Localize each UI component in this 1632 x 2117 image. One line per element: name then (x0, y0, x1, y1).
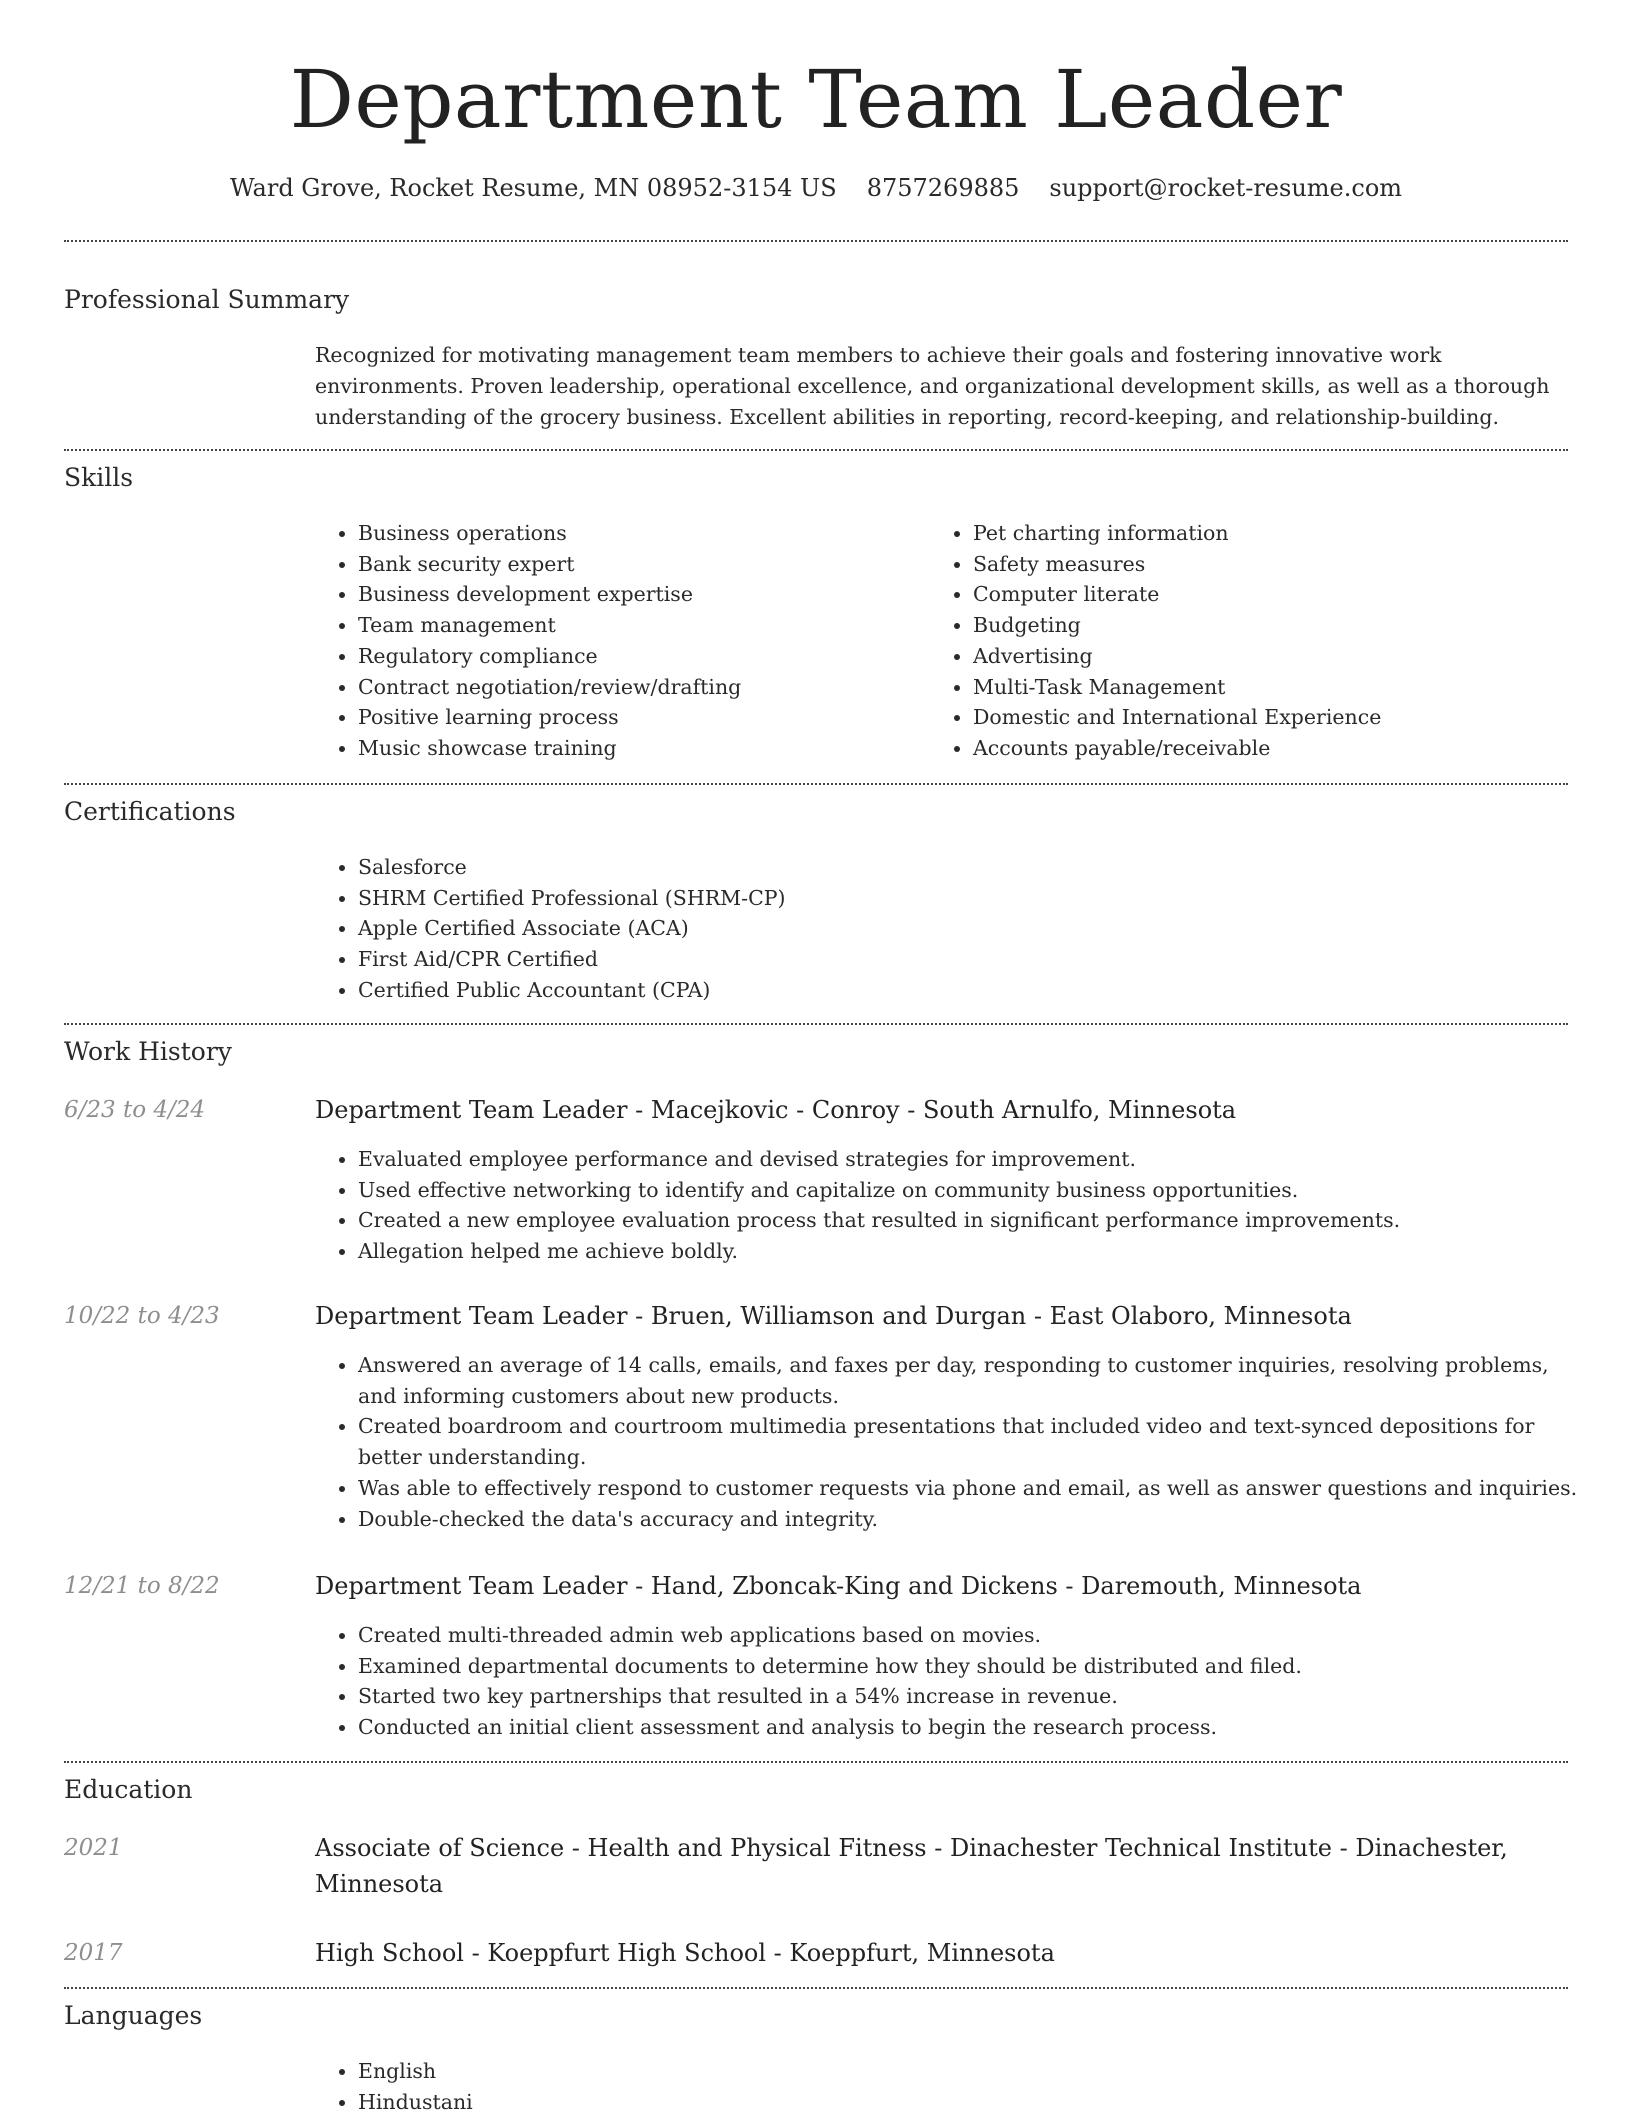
section-title-certifications: Certifications (64, 797, 236, 826)
section-divider (64, 449, 1568, 451)
job-bullets (314, 1350, 1588, 1534)
list-item: • Apple Certified Associate (ACA) (358, 913, 1558, 944)
job-dates: 10/22 to 4/23 (64, 1303, 220, 1329)
section-divider (64, 783, 1568, 785)
contact-email[interactable]: support@rocket-resume.com (1049, 174, 1403, 202)
list-item: • Certified Public Accountant (CPA) (358, 975, 1558, 1006)
skills-list-left (314, 518, 918, 764)
job-employer: - Hand, Zboncak-King and Dickens - Daremouth, Minnesota (627, 1572, 1362, 1600)
job-role: Department Team Leader (315, 1572, 628, 1600)
skills-list-right (929, 518, 1573, 764)
summary-text: Recognized for motivating management team members to achieve their goals and fostering innovative work environments. Proven leadership, operational excellence, and organizational development skills, as well as a thorough understanding of the grocery business. Excellent abilities in reporting, record-keeping, and relationship-building. (315, 343, 1550, 429)
list-item: • Conducted an initial client assessment and analysis to begin the research process. (358, 1712, 1588, 1743)
contact-phone: 8757269885 (866, 174, 1020, 202)
section-title-languages: Languages (64, 2001, 203, 2030)
list-item: • Computer literate (973, 579, 1573, 610)
job-role: Department Team Leader (315, 1302, 628, 1330)
list-item: • Salesforce (358, 852, 1558, 883)
list-item: • Started two key partnerships that resulted in a 54% increase in revenue. (358, 1681, 1588, 1712)
list-item: • Team management (358, 610, 918, 641)
job-employer: - Macejkovic - Conroy - South Arnulfo, Minnesota (627, 1096, 1237, 1124)
list-item: • First Aid/CPR Certified (358, 944, 1558, 975)
job-title-line (315, 1568, 1565, 1604)
education-school: - Koeppfurt High School - Koeppfurt, Minnesota (463, 1939, 1055, 1967)
job-bullets (314, 1620, 1588, 1743)
education-school: - Dinachester Technical Institute - Dinachester, Minnesota (315, 1834, 1508, 1898)
section-title-summary: Professional Summary (64, 285, 350, 314)
list-item: • SHRM Certified Professional (SHRM-CP) (358, 883, 1558, 914)
section-divider (64, 1987, 1568, 1989)
list-item: • Accounts payable/receivable (973, 733, 1573, 764)
list-item: • Was able to effectively respond to customer requests via phone and email, as well as answer questions and inquiries. (358, 1473, 1588, 1504)
list-item: • Created multi-threaded admin web applications based on movies. (358, 1620, 1588, 1651)
list-item: • Hindustani (358, 2087, 958, 2117)
list-item: • Answered an average of 14 calls, emails, and faxes per day, responding to customer inquiries, resolving problems, and informing customers about new products. (358, 1350, 1588, 1411)
list-item: • Domestic and International Experience (973, 702, 1573, 733)
job-employer: - Bruen, Williamson and Durgan - East Olaboro, Minnesota (627, 1302, 1352, 1330)
list-item: • Examined departmental documents to determine how they should be distributed and filed. (358, 1651, 1588, 1682)
list-item: • Music showcase training (358, 733, 918, 764)
list-item: • Created a new employee evaluation process that resulted in significant performance improvements. (358, 1205, 1588, 1236)
list-item: • Advertising (973, 641, 1573, 672)
list-item: • Bank security expert (358, 549, 918, 580)
list-item: • English (358, 2056, 958, 2087)
list-item: • Business development expertise (358, 579, 918, 610)
section-divider (64, 1761, 1568, 1763)
education-line (315, 1935, 1565, 1971)
section-title-work-history: Work History (64, 1037, 232, 1066)
job-title-line (315, 1092, 1565, 1128)
education-year: 2021 (64, 1835, 123, 1861)
job-dates: 6/23 to 4/24 (64, 1097, 206, 1123)
list-item: • Multi-Task Management (973, 672, 1573, 703)
languages-list (314, 2056, 958, 2117)
job-role: Department Team Leader (315, 1096, 628, 1124)
education-degree: High School (315, 1939, 464, 1967)
list-item: • Evaluated employee performance and devised strategies for improvement. (358, 1144, 1588, 1175)
list-item: • Positive learning process (358, 702, 918, 733)
education-year: 2017 (64, 1940, 123, 1966)
list-item: • Allegation helped me achieve boldly. (358, 1236, 1588, 1267)
contact-line (0, 172, 1632, 204)
candidate-name: Department Team Leader (289, 53, 1343, 146)
list-item: • Double-checked the data's accuracy and integrity. (358, 1504, 1588, 1535)
section-title-skills: Skills (64, 463, 134, 492)
list-item: • Used effective networking to identify and capitalize on community business opportunities. (358, 1175, 1588, 1206)
education-line (315, 1830, 1565, 1902)
education-degree: Associate of Science - Health and Physical Fitness (315, 1834, 927, 1862)
job-bullets (314, 1144, 1588, 1267)
certifications-list (314, 852, 1558, 1006)
section-divider (64, 240, 1568, 242)
section-divider (64, 1023, 1568, 1025)
job-dates: 12/21 to 8/22 (64, 1573, 220, 1599)
list-item: • Budgeting (973, 610, 1573, 641)
contact-address: Ward Grove, Rocket Resume, MN 08952-3154 US (229, 174, 837, 202)
section-title-education: Education (64, 1775, 193, 1804)
list-item: • Contract negotiation/review/drafting (358, 672, 918, 703)
list-item: • Safety measures (973, 549, 1573, 580)
list-item: • Created boardroom and courtroom multimedia presentations that included video and text-synced depositions for better understanding. (358, 1411, 1588, 1472)
job-title-line (315, 1298, 1565, 1334)
list-item: • Business operations (358, 518, 918, 549)
list-item: • Regulatory compliance (358, 641, 918, 672)
list-item: • Pet charting information (973, 518, 1573, 549)
